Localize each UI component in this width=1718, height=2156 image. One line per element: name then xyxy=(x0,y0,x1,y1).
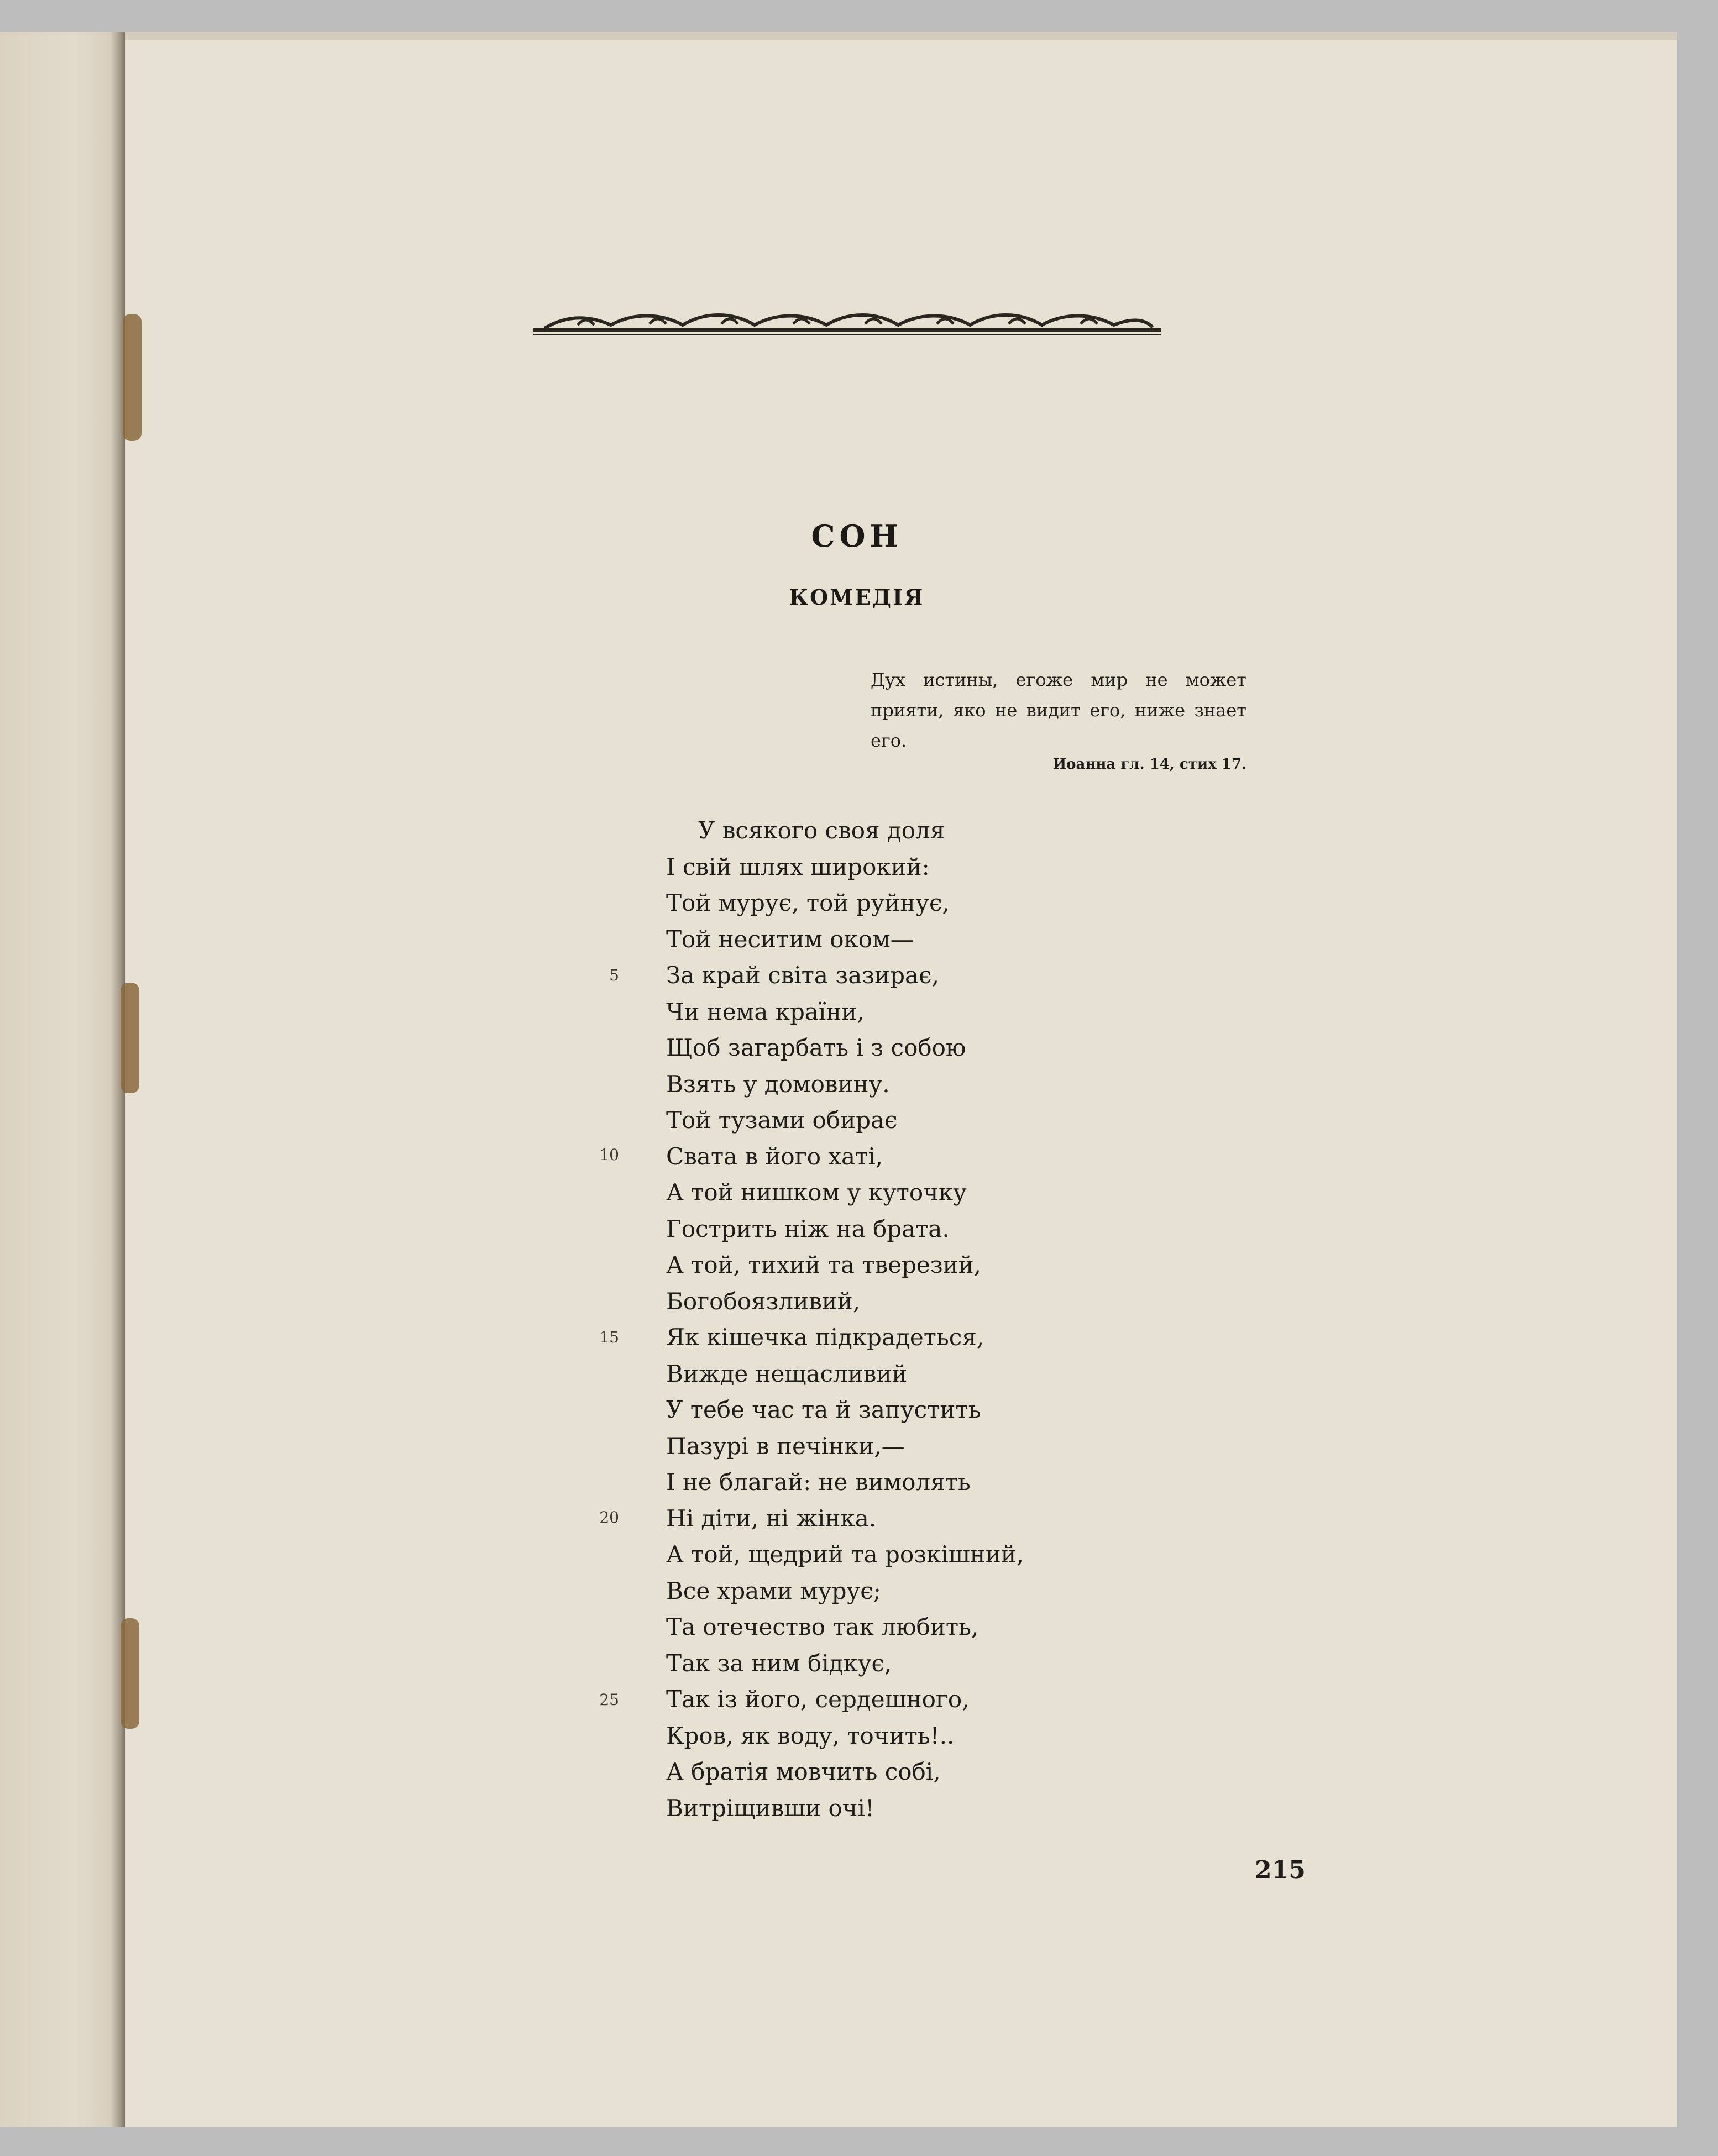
page-top-edge xyxy=(125,32,1677,40)
poem-line: У всякого своя доля xyxy=(698,817,945,844)
book-spine-gutter xyxy=(0,32,125,2127)
line-number: 15 xyxy=(599,1328,619,1346)
poem-line: Пазурі в печінки,— xyxy=(666,1432,905,1460)
book-page xyxy=(0,32,1677,2127)
poem-line: За край світа зазирає, xyxy=(666,962,939,989)
poem-line: Чи нема країни, xyxy=(666,998,865,1025)
binding-stain xyxy=(121,1618,139,1729)
line-number: 5 xyxy=(609,966,619,984)
poem-body xyxy=(666,812,1164,1826)
poem-line: Кров, як воду, точить!.. xyxy=(666,1722,955,1749)
line-number: 25 xyxy=(599,1691,619,1709)
poem-line: Свата в його хаті, xyxy=(666,1142,883,1170)
poem-title: СОН xyxy=(811,518,903,554)
poem-line: Як кішечка підкрадеться, xyxy=(666,1324,984,1351)
epigraph-text: Дух истины, егоже мир не может прияти, яко не видит его, ниже знает его. xyxy=(871,669,1246,751)
poem-line: У тебе час та й запустить xyxy=(666,1396,981,1423)
poem-line: І свій шлях широкий: xyxy=(666,853,930,880)
poem-line: А той, тихий та тверезий, xyxy=(666,1251,981,1278)
poem-line: Той мурує, той руйнує, xyxy=(666,889,950,916)
poem-line: Так із його, сердешного, xyxy=(666,1686,970,1713)
poem-line: Так за ним бідкує, xyxy=(666,1649,892,1677)
poem-line: Та отечество так любить, xyxy=(666,1613,979,1640)
page-number: 215 xyxy=(1255,1856,1306,1884)
binding-stain xyxy=(123,314,142,441)
poem-line: Все храми мурує; xyxy=(666,1577,881,1604)
poem-line: Той тузами обирає xyxy=(666,1106,898,1134)
binding-stain xyxy=(121,983,139,1093)
epigraph-source: Иоанна гл. 14, стих 17. xyxy=(1052,756,1246,773)
poem-line: Вижде нещасливий xyxy=(666,1360,908,1387)
poem-line: Взять у домовину. xyxy=(666,1070,890,1098)
line-number: 10 xyxy=(599,1146,619,1164)
poem-subtitle: КОМЕДІЯ xyxy=(789,585,925,610)
poem-line: Ні діти, ні жінка. xyxy=(666,1504,877,1532)
poem-line: Гострить ніж на брата. xyxy=(666,1215,950,1242)
poem-line: Витріщивши очі! xyxy=(666,1794,874,1822)
poem-line: І не благай: не вимолять xyxy=(666,1468,971,1496)
poem-line: Богобоязливий, xyxy=(666,1287,861,1315)
line-number: 20 xyxy=(599,1508,619,1526)
poem-line: Той неситим оком— xyxy=(666,925,914,953)
poem-line: А братія мовчить собі, xyxy=(666,1758,941,1785)
poem-line: Щоб загарбать і з собою xyxy=(666,1034,966,1061)
poem-line: А той, щедрий та розкішний, xyxy=(666,1541,1024,1568)
poem-line: А той нишком у куточку xyxy=(666,1179,967,1206)
floral-rule-ornament-icon xyxy=(533,308,1161,342)
